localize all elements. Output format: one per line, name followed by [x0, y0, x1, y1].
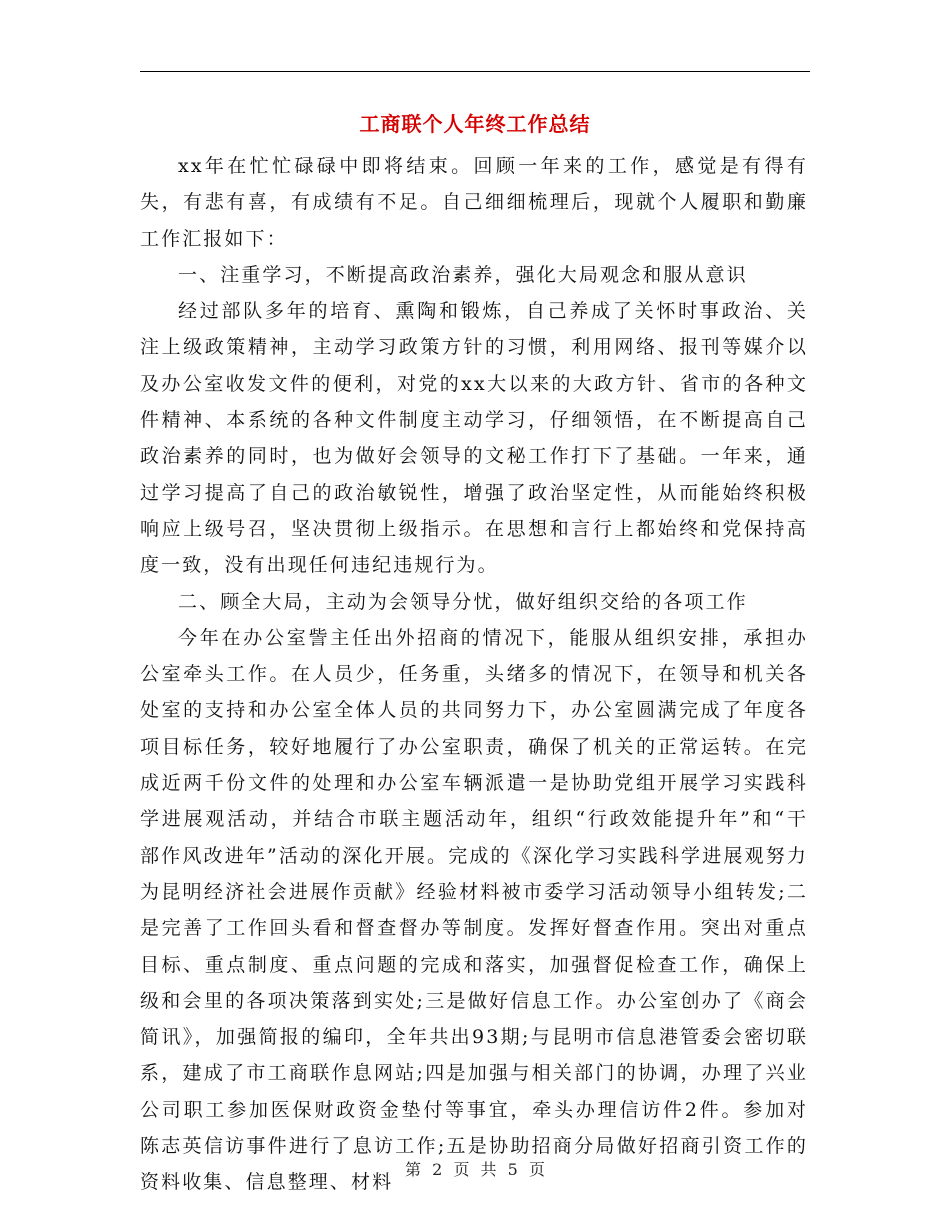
footer-gong: 共	[480, 1160, 497, 1179]
footer-total-pages: 5	[507, 1160, 518, 1179]
paragraph-section-1: 经过部队多年的培育、熏陶和锻炼，自己养成了关怀时事政治、关注上级政策精神，主动学习政策方针的习惯，利用网络、报刊等媒介以及办公室收发文件的便利，对党的xx大以来的大政方针、省市的各种文件精神、本系统的各种文件制度主动学习，仔细领悟，在不断提高自己政治素养的同时，也为做好会领导的文秘工作打下了基础。一年来，通过学习提高了自己的政治敏锐性，增强了政治坚定性，从而能始终积极响应上级号召，坚决贯彻上级指示。在思想和言行上都始终和党保持高度一致，没有出现任何违纪违规行为。	[140, 300, 808, 577]
section-heading-2: 二、顾全大局，主动为会领导分忧，做好组织交给的各项工作	[178, 590, 748, 613]
paragraph-intro: xx年在忙忙碌碌中即将结束。回顾一年来的工作，感觉是有得有失，有悲有喜，有成绩有不足。自己细细梳理后，现就个人履职和勤廉工作汇报如下：	[140, 155, 808, 250]
page-footer	[0, 1157, 950, 1180]
header-rule	[140, 71, 810, 72]
footer-ye-2: 页	[528, 1160, 545, 1179]
footer-di: 第	[405, 1160, 422, 1179]
document-title: 工商联个人年终工作总结	[359, 112, 591, 136]
section-heading-1: 一、注重学习，不断提高政治素养，强化大局观念和服从意识	[178, 263, 748, 286]
document-body	[140, 148, 808, 1201]
footer-ye: 页	[453, 1160, 470, 1179]
paragraph-section-2: 今年在办公室訾主任出外招商的情况下，能服从组织安排，承担办公室牵头工作。在人员少，任务重，头绪多的情况下，在领导和机关各处室的支持和办公室全体人员的共同努力下，办公室圆满完成了年度各项目标任务，较好地履行了办公室职责，确保了机关的正常运转。在完成近两千份文件的处理和办公室车辆派遣一是协助党组开展学习实践科学进展观活动，并结合市联主题活动年，组织“行政效能提升年”和“干部作风改进年”活动的深化开展。完成的《深化学习实践科学进展观努力为昆明经济社会进展作贡献》经验材料被市委学习活动领导小组转发;二是完善了工作回头看和督查督办等制度。发挥好督查作用。突出对重点目标、重点制度、重点问题的完成和落实，加强督促检查工作，确保上级和会里的各项决策落到实处;三是做好信息工作。办公室创办了《商会简讯》，加强简报的编印，全年共出93期;与昆明市信息港管委会密切联系，建成了市工商联作息网站;四是加强与相关部门的协调，办理了兴业公司职工参加医保财政资金垫付等事宜，牵头办理信访件2件。参加对陈志英信访事件进行了息访工作;五是协助招商分局做好招商引资工作的资料收集、信息整理、材料	[140, 626, 808, 1194]
footer-current-page: 2	[432, 1160, 443, 1179]
